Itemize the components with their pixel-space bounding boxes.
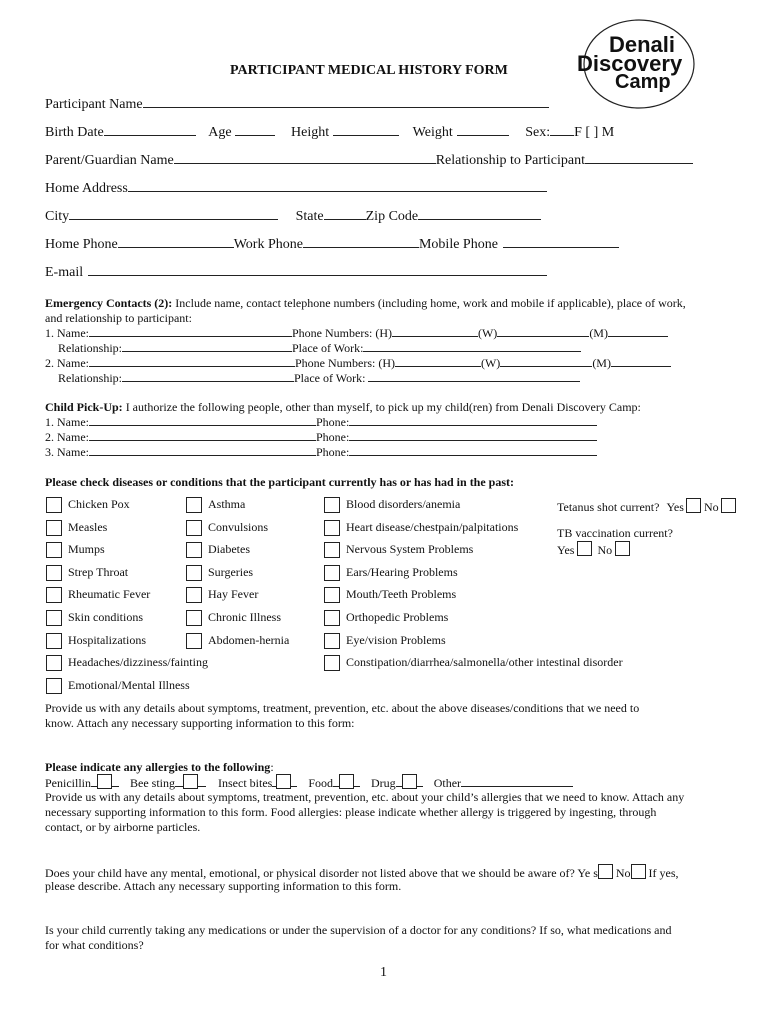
pickup-phone1-field[interactable] [349,415,597,426]
logo-line2: Discovery [577,51,683,76]
pickup-heading: Child Pick-Up: [45,400,123,414]
pickup-name3-field[interactable] [89,445,316,456]
disorder-no-label: No [615,866,631,880]
emergency-relationship2 [58,371,580,386]
emergency-rel2-field[interactable] [122,371,294,382]
allergy-insect-bites-label: Insect bites [218,776,273,790]
emergency-rel1-label: Relationship: [58,341,122,355]
disease-checkbox-skin-conditions[interactable] [46,610,62,626]
pickup-phone2-label: Phone: [316,430,350,444]
allergies-text3: contact, or by airborne particles. [45,820,201,834]
emergency-rel2-label: Relationship: [58,371,122,385]
allergy-underline [291,776,297,787]
pickup-text: I authorize the following people, other than myself, to pick up my child(ren) from Denali Discovery Camp: [125,400,641,414]
emergency-m2-field[interactable] [611,356,671,367]
city-row [45,207,541,225]
allergy-other-field[interactable] [461,776,573,787]
disease-checkbox-headaches-dizziness-fainting[interactable] [46,655,62,671]
tb-no-label: No [597,543,613,557]
allergy-underline [175,776,183,787]
age-field[interactable] [235,123,275,136]
emergency-m1-label: (M) [589,326,608,340]
disease-checkbox-chicken-pox[interactable] [46,497,62,513]
sex-label: Sex: [525,125,551,140]
disease-checkbox-hay-fever[interactable] [186,587,202,603]
allergies-heading: Please indicate any allergies to the following [45,760,271,774]
height-field[interactable] [333,123,399,136]
disease-label: Convulsions [208,520,269,534]
diseases-details1: Provide us with any details about symptoms, treatment, prevention, etc. about the above diseases/conditions that we need to [45,701,640,715]
disease-checkbox-emotional-mental-illness[interactable] [46,678,62,694]
disease-label: Chronic Illness [208,610,281,624]
parent-row [45,151,693,169]
allergies-text1: Provide us with any details about symptoms, treatment, prevention, etc. about your child’s allergies that we need to know. Attach any [45,790,685,804]
page-title: PARTICIPANT MEDICAL HISTORY FORM [230,63,508,78]
home-phone-field[interactable] [118,235,234,248]
participant-name-field[interactable] [143,95,549,108]
emergency-w2-label: (W) [480,356,501,370]
state-label: State [295,209,324,224]
disorder-yes-checkbox[interactable] [598,864,613,879]
email-label: E-mail [45,265,84,280]
disease-label: Headaches/dizziness/fainting [68,655,208,669]
pickup-name3-label: 3. Name: [45,445,89,459]
emergency-pow2-label: Place of Work: [294,371,366,385]
state-field[interactable] [324,207,366,220]
disease-label: Blood disorders/anemia [346,497,461,511]
pickup-row1 [45,415,597,430]
pickup-name1-label: 1. Name: [45,415,89,429]
pickup-name2-field[interactable] [89,430,316,441]
diseases-details2: know. Attach any necessary supporting information to this form: [45,716,355,730]
parent-guardian-field[interactable] [174,151,436,164]
tb-label: TB vaccination current? [557,526,673,540]
allergies-text2: necessary supporting information to this form. Food allergies: please indicate whether allergy is triggered by ingesting, through [45,805,657,819]
address-row [45,179,547,197]
zip-field[interactable] [418,207,541,220]
pickup-row3 [45,445,597,460]
allergy-insect-bites-checkbox[interactable] [276,774,291,789]
disease-checkbox-chronic-illness[interactable] [186,610,202,626]
emergency-name1-field[interactable] [89,326,292,337]
emergency-h1-field[interactable] [392,326,478,337]
disease-checkbox-asthma[interactable] [186,497,202,513]
city-field[interactable] [69,207,278,220]
disorder-text1: Does your child have any mental, emotional, or physical disorder not listed above that we should be aware of? Ye s [45,866,598,880]
disease-checkbox-constipation-diarrhea-salmonella-other-intestinal-disorder[interactable] [324,655,340,671]
parent-guardian-label: Parent/Guardian Name [45,153,174,168]
emergency-pow1-field[interactable] [363,341,581,352]
emergency-contact2 [45,356,671,371]
medications-text1: Is your child currently taking any medications or under the supervision of a doctor for any conditions? If so, what medications and [45,923,672,937]
height-label: Height [291,125,330,140]
mobile-phone-field[interactable] [503,235,619,248]
emergency-contact1 [45,326,668,341]
tetanus-no-checkbox[interactable] [721,498,736,513]
disease-label: Strep Throat [68,565,129,579]
disease-checkbox-nervous-system-problems[interactable] [324,542,340,558]
pickup-phone1-label: Phone: [316,415,350,429]
allergy-penicillin-checkbox[interactable] [97,774,112,789]
disorder-text2: please describe. Attach any necessary supporting information to this form. [45,879,402,893]
emergency-text1: Include name, contact telephone numbers (including home, work and mobile if applicable), place of work, [175,296,686,310]
emergency-text2: and relationship to participant: [45,311,192,325]
logo-line3: Camp [615,71,671,93]
tetanus-row [557,498,736,515]
disease-label: Measles [68,520,108,534]
phone-row [45,235,619,253]
emergency-name2-field[interactable] [89,356,295,367]
logo-line1: Denali [609,32,676,57]
medications-text2: for what conditions? [45,938,144,952]
disease-checkbox-hospitalizations[interactable] [46,633,62,649]
age-label: Age [208,125,232,140]
disease-label: Ears/Hearing Problems [346,565,458,579]
email-row [45,263,547,281]
tb-yes-checkbox[interactable] [577,541,592,556]
pickup-phone3-field[interactable] [349,445,597,456]
disease-checkbox-abdomen-hernia[interactable] [186,633,202,649]
weight-label: Weight [412,125,453,140]
tb-yes-label: Yes [557,543,575,557]
disease-label: Eye/vision Problems [346,633,446,647]
participant-name-row [45,95,549,113]
disorder-no-checkbox[interactable] [631,864,646,879]
mobile-phone-label: Mobile Phone [418,237,498,252]
disease-label: Surgeries [208,565,254,579]
disease-label: Asthma [208,497,246,511]
weight-field[interactable] [457,123,509,136]
tetanus-yes-label: Yes [666,500,684,514]
disease-checkbox-orthopedic-problems[interactable] [324,610,340,626]
allergy-food-label: Food [308,776,334,790]
allergies-heading-row: Please indicate any allergies to the following: [45,760,274,774]
home-address-field[interactable] [128,179,547,192]
allergy-drug-label: Drug [371,776,396,790]
pickup-phone2-field[interactable] [349,430,597,441]
emergency-intro [45,296,686,311]
allergy-underline [198,776,206,787]
emergency-name2-label: 2. Name: [45,356,89,370]
disease-label: Mouth/Teeth Problems [346,587,457,601]
disease-checkbox-mumps[interactable] [46,542,62,558]
birth-date-field[interactable] [104,123,196,136]
emergency-pow2-field[interactable] [368,371,580,382]
emergency-m2-label: (M) [592,356,611,370]
zip-label: Zip Code [365,209,419,224]
relationship-field[interactable] [585,151,693,164]
emergency-w2-field[interactable] [500,356,592,367]
disease-checkbox-surgeries[interactable] [186,565,202,581]
disease-checkbox-diabetes[interactable] [186,542,202,558]
allergy-other-label: Other [433,776,462,790]
allergy-underline [354,776,360,787]
disease-checkbox-heart-disease-chestpain-palpitations[interactable] [324,520,340,536]
disease-label: Diabetes [208,542,250,556]
work-phone-field[interactable] [303,235,419,248]
allergy-bee-sting-label: Bee sting [130,776,175,790]
disease-checkbox-ears-hearing-problems[interactable] [324,565,340,581]
emergency-w1-label: (W) [477,326,498,340]
pickup-name2-label: 2. Name: [45,430,89,444]
tb-row [557,541,630,558]
emergency-m1-field[interactable] [608,326,668,337]
emergency-name1-label: 1. Name: [45,326,89,340]
city-label: City [45,209,70,224]
disease-label: Orthopedic Problems [346,610,449,624]
emergency-rel1-field[interactable] [122,341,292,352]
disease-label: Mumps [68,542,105,556]
disease-label: Skin conditions [68,610,144,624]
denali-discovery-camp-logo [575,16,700,111]
disease-label: Hospitalizations [68,633,146,647]
disease-label: Constipation/diarrhea/salmonella/other intestinal disorder [346,655,623,669]
emergency-h2-field[interactable] [395,356,481,367]
participant-name-label: Participant Name [45,97,143,112]
diseases-heading: Please check diseases or conditions that the participant currently has or has had in the past: [45,475,515,489]
home-address-label: Home Address [45,181,128,196]
sex-field[interactable] [550,123,574,136]
tetanus-label: Tetanus shot current? [557,500,660,514]
birth-row [45,123,614,141]
tetanus-no-label: No [703,500,719,514]
emergency-phone1-label: Phone Numbers: (H) [292,326,392,340]
disease-checkbox-measles[interactable] [46,520,62,536]
allergy-food-checkbox[interactable] [339,774,354,789]
disease-label: Heart disease/chestpain/palpitations [346,520,519,534]
emergency-phone2-label: Phone Numbers: (H) [295,356,395,370]
emergency-pow1-label: Place of Work: [292,341,364,355]
disease-label: Emotional/Mental Illness [68,678,190,692]
page-number: 1 [380,965,387,980]
allergy-bee-sting-checkbox[interactable] [183,774,198,789]
emergency-w1-field[interactable] [497,326,589,337]
disease-checkbox-strep-throat[interactable] [46,565,62,581]
emergency-heading: Emergency Contacts (2): [45,296,173,310]
sex-options: F [ ] M [574,125,615,140]
disease-label: Nervous System Problems [346,542,474,556]
disease-label: Abdomen-hernia [208,633,290,647]
pickup-phone3-label: Phone: [316,445,350,459]
disease-label: Chicken Pox [68,497,130,511]
allergy-underline [112,776,119,787]
disease-checkbox-rheumatic-fever[interactable] [46,587,62,603]
disease-label: Rheumatic Fever [68,587,151,601]
emergency-relationship1 [58,341,581,356]
pickup-name1-field[interactable] [89,415,316,426]
disorder-ifyes: If yes, [648,866,679,880]
disease-checkbox-blood-disorders-anemia[interactable] [324,497,340,513]
allergy-penicillin-label: Penicillin [45,776,91,790]
tb-no-checkbox[interactable] [615,541,630,556]
allergies-items [45,774,573,791]
allergy-drug-checkbox[interactable] [402,774,417,789]
disease-label: Hay Fever [208,587,259,601]
disease-checkbox-eye-vision-problems[interactable] [324,633,340,649]
disease-checkbox-mouth-teeth-problems[interactable] [324,587,340,603]
relationship-label: Relationship to Participant [435,153,585,168]
pickup-intro [45,400,641,415]
allergy-underline [417,776,423,787]
home-phone-label: Home Phone [45,237,118,252]
work-phone-label: Work Phone [233,237,303,252]
pickup-row2 [45,430,597,445]
email-field[interactable] [88,263,547,276]
birth-date-label: Birth Date [45,125,104,140]
disease-checkbox-convulsions[interactable] [186,520,202,536]
tetanus-yes-checkbox[interactable] [686,498,701,513]
